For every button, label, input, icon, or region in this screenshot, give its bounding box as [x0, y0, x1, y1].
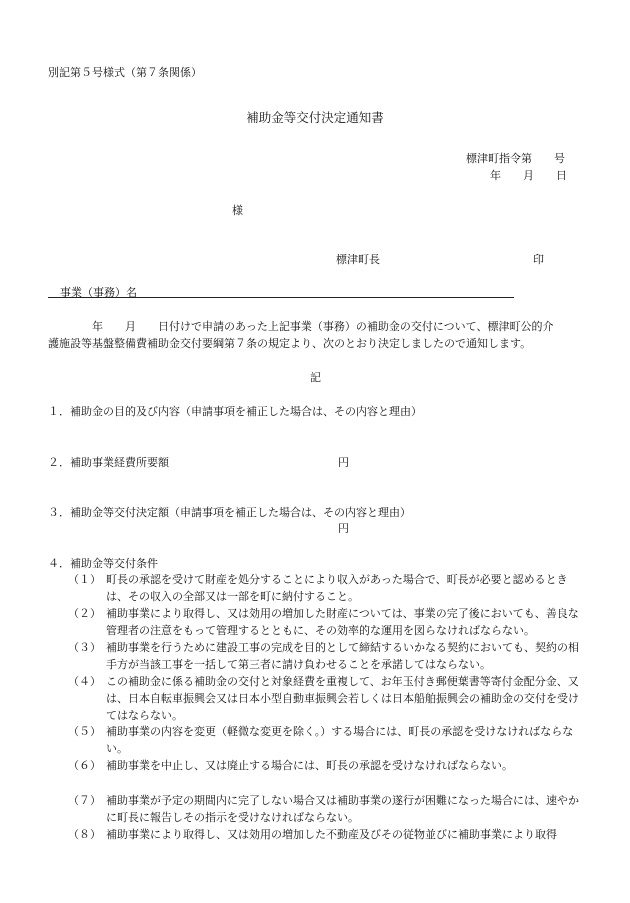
body-line-1: 年 月 日付けで申請のあった上記事業（事務）の補助金の交付について、標津町公的介	[92, 320, 554, 333]
project-name-underline	[48, 297, 514, 298]
section-3-unit: 円	[338, 522, 349, 535]
condition-item	[68, 723, 588, 757]
condition-number: （５）	[68, 725, 101, 738]
condition-number: （３）	[68, 641, 101, 654]
document-number: 標津町指令第 号	[466, 152, 565, 165]
condition-item	[68, 605, 588, 639]
condition-number: （７）	[68, 794, 101, 807]
condition-text: 補助事業を中止し、又は廃止する場合には、町長の承認を受けなければならない。	[106, 759, 513, 772]
condition-item	[68, 639, 588, 673]
section-4-heading: ４．補助金等交付条件	[48, 557, 158, 570]
condition-text: 補助事業により取得し、又は効用の増加した財産については、事業の完了後においても、善良な管理者の注意をもって管理するとともに、その効率的な運用を図らなければならない。	[106, 607, 579, 637]
section-2-heading: ２．補助事業経費所要額	[48, 456, 169, 469]
section-3-heading: ３．補助金等交付決定額（申請事項を補正した場合は、その内容と理由）	[48, 506, 411, 519]
seal-mark: 印	[533, 253, 544, 266]
addressee-suffix: 様	[232, 204, 243, 217]
document-title: 補助金等交付決定通知書	[246, 110, 384, 125]
section-1-heading: １．補助金の目的及び内容（申請事項を補正した場合は、その内容と理由）	[48, 405, 422, 418]
condition-number: （１）	[68, 573, 101, 586]
body-line-2: 護施設等基盤整備費補助金交付要綱第７条の規定より、次のとおり決定しましたので通知します。	[48, 337, 532, 350]
condition-item	[68, 792, 588, 826]
condition-number: （４）	[68, 675, 101, 688]
condition-item	[68, 757, 588, 774]
condition-item	[68, 673, 588, 724]
condition-number: （８）	[68, 828, 101, 841]
condition-item	[68, 571, 588, 605]
section-2-unit: 円	[338, 456, 349, 469]
condition-text: 補助事業の内容を変更（軽微な変更を除く。）する場合には、町長の承認を受けなければならない。	[106, 725, 574, 755]
condition-text: 補助事業により取得し、又は効用の増加した不動産及びその従物並びに補助事業により取得	[106, 828, 557, 841]
condition-number: （６）	[68, 759, 101, 772]
ki-heading: 記	[310, 371, 321, 384]
condition-text: 町長の承認を受けて財産を処分することにより収入があった場合で、町長が必要と認めるときは、その収入の全部又は一部を町に納付すること。	[106, 573, 568, 603]
condition-text: この補助金に係る補助金の交付と対象経費を重複して、お年玉付き郵便葉書等寄付金配分金、又は、日本自転車振興会又は日本小型自動車振興会若しくは日本船舶振興会の補助金の交付を受けてはならない。	[106, 675, 579, 722]
condition-text: 補助事業が予定の期間内に完了しない場合又は補助事業の遂行が困難になった場合には、速やかに町長に報告しその指示を受けなければならない。	[106, 794, 579, 824]
condition-text: 補助事業を行うために建設工事の完成を目的として締結するいかなる契約においても、契約の相手方が当該工事を一括して第三者に請け負わせることを承諾してはならない。	[106, 641, 579, 671]
project-name-label: 事業（事務）名	[60, 286, 137, 299]
form-reference: 別記第５号様式（第７条関係）	[48, 66, 202, 79]
condition-number: （２）	[68, 607, 101, 620]
issue-date: 年 月 日	[490, 169, 567, 182]
sender-name: 標津町長	[336, 253, 380, 266]
condition-item	[68, 826, 588, 843]
